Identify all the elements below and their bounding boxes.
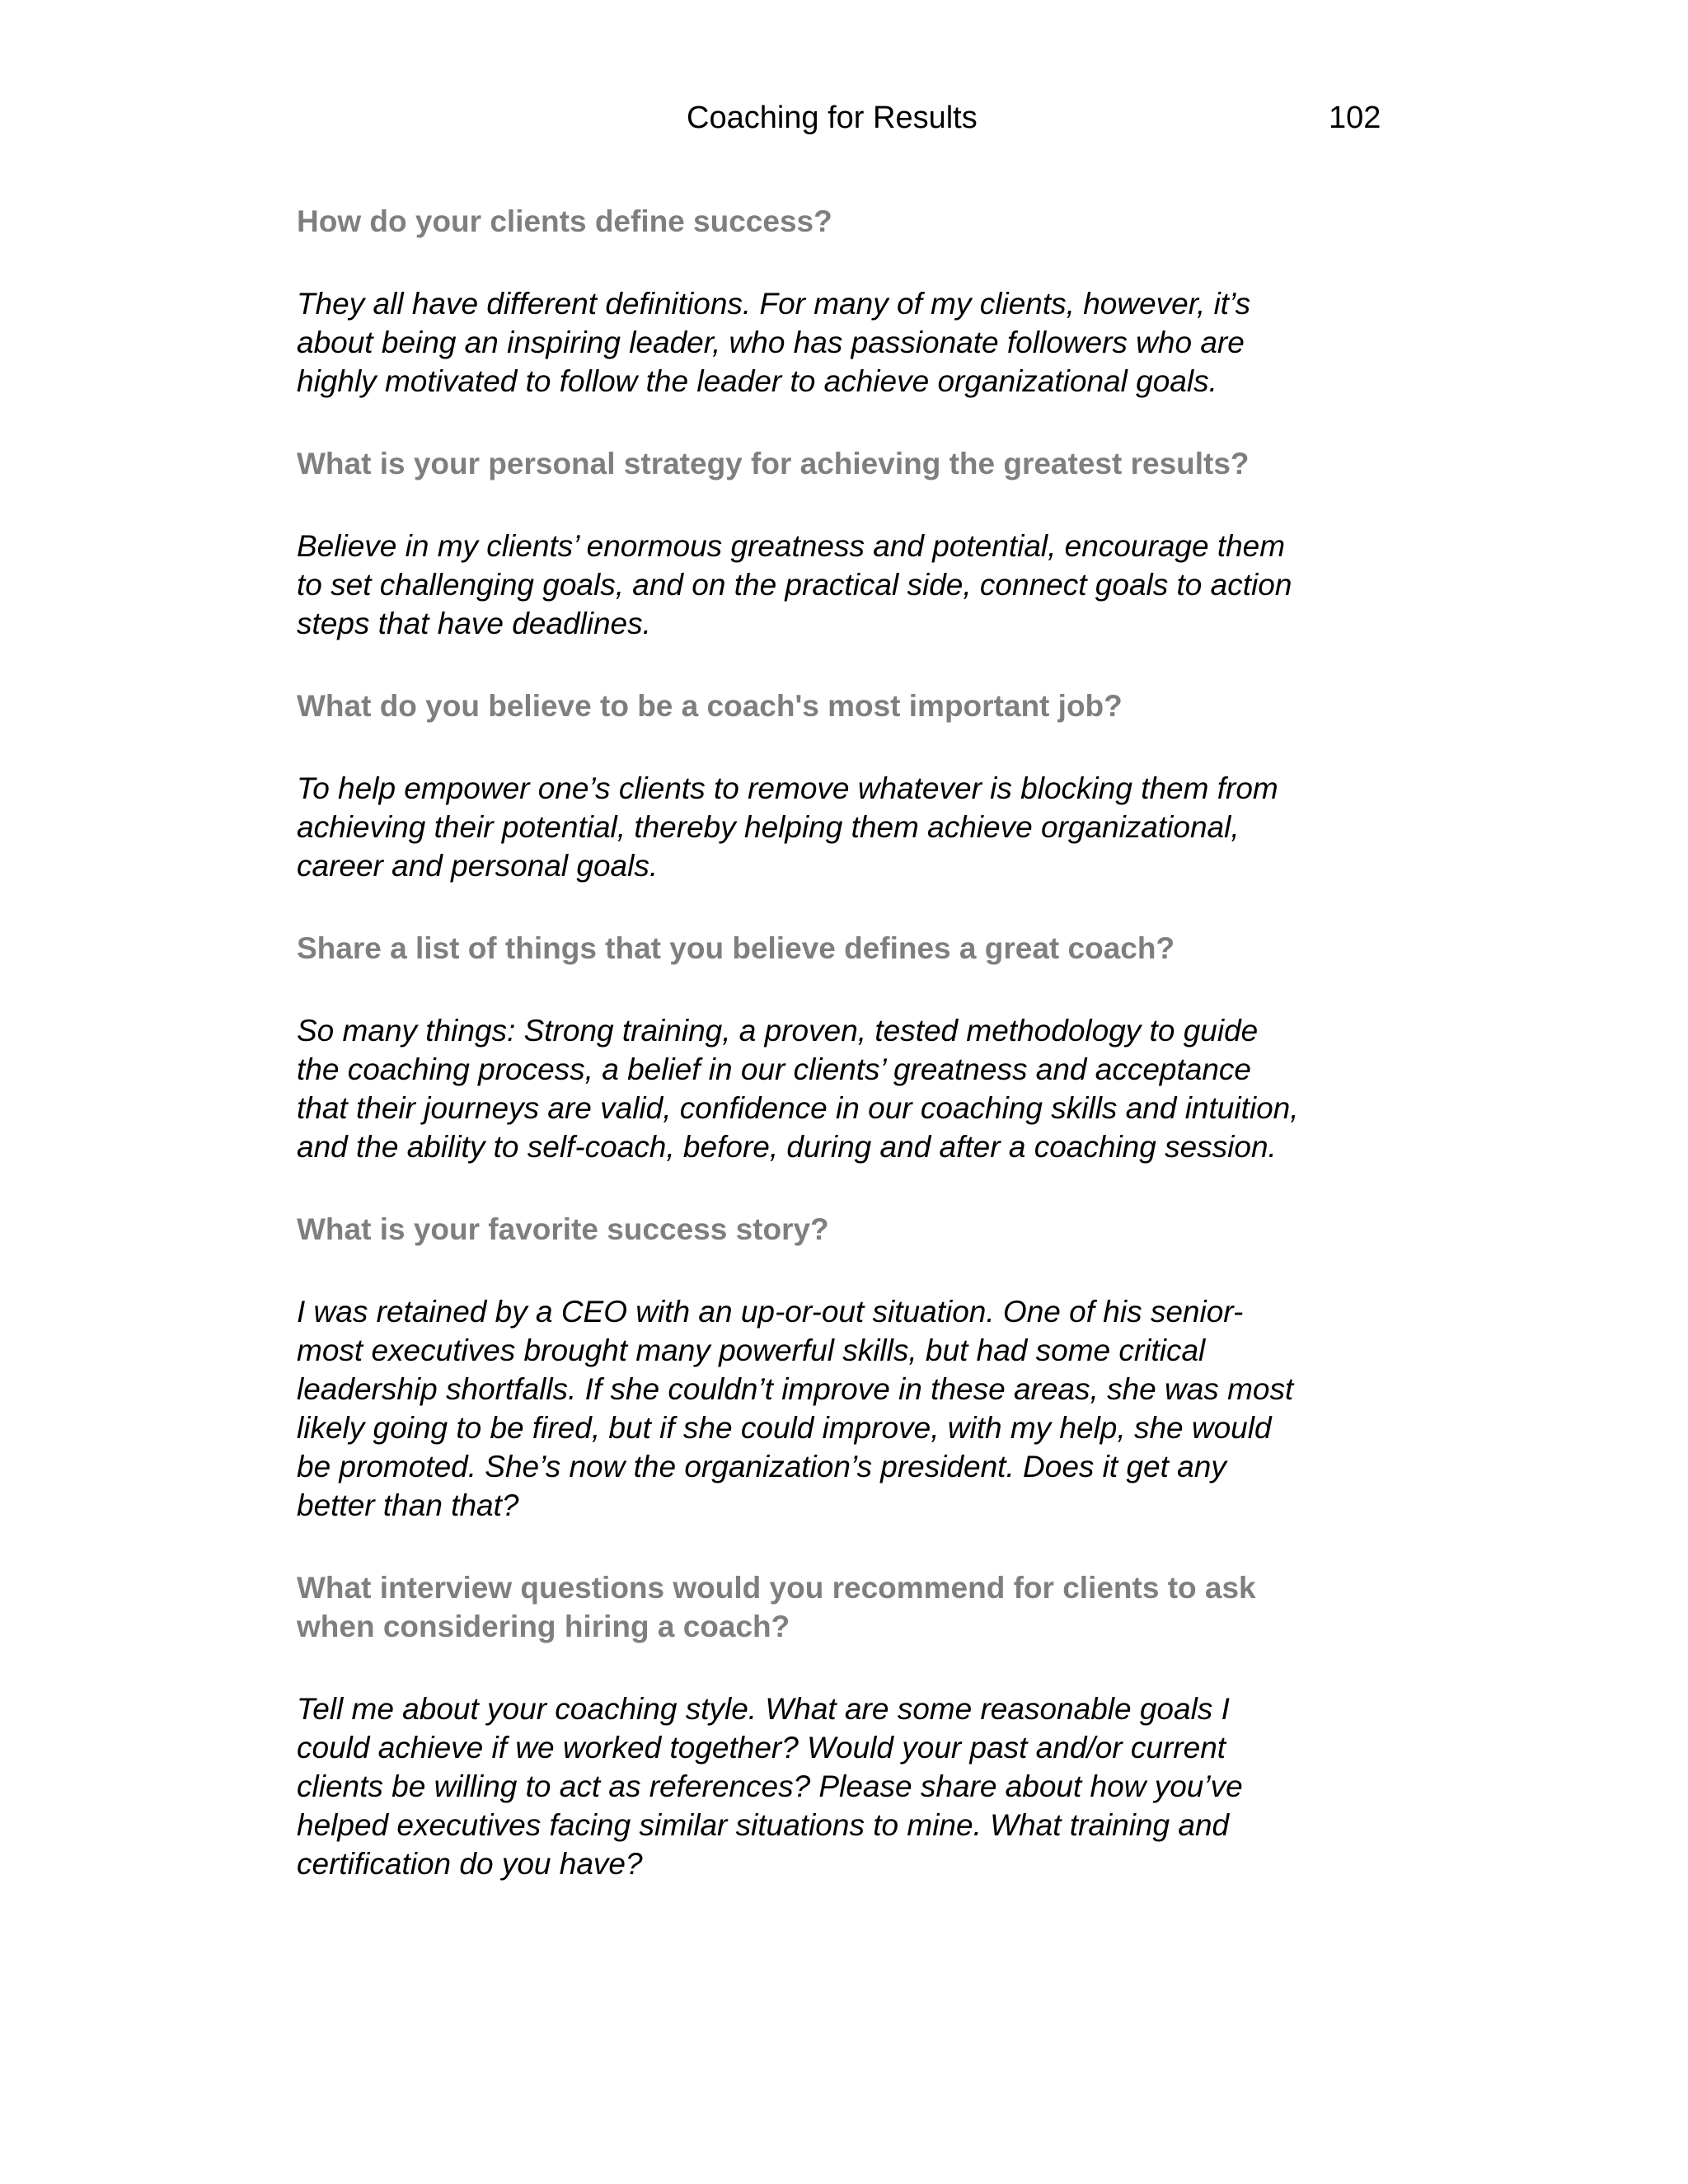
interview-content [297,202,1393,1883]
answer-line: that their journeys are valid, confidence in our coaching skills and intuition, [297,1091,1299,1125]
answer-paragraph [297,527,1393,643]
answer-paragraph [297,769,1393,885]
qa-block [297,1568,1393,1883]
answer-line: achieving their potential, thereby helping them achieve organizational, [297,810,1240,844]
question-line: What do you believe to be a coach's most important job? [297,689,1123,723]
answer-line: So many things: Strong training, a proven, tested methodology to guide [297,1014,1259,1047]
answer-paragraph [297,284,1393,401]
qa-block [297,687,1393,885]
running-header-title: Coaching for Results [687,101,978,135]
question-line: when considering hiring a coach? [297,1610,790,1643]
answer-line: They all have different definitions. For many of my clients, however, it’s [297,287,1251,321]
page-number: 102 [1329,101,1381,135]
qa-block [297,929,1393,1166]
answer-paragraph [297,1292,1393,1525]
answer-paragraph [297,1011,1393,1166]
answer-line: certification do you have? [297,1847,643,1881]
question-heading [297,1210,1393,1249]
answer-line: and the ability to self-coach, before, during and after a coaching session. [297,1130,1277,1164]
answer-line: Tell me about your coaching style. What are some reasonable goals I [297,1692,1230,1726]
answer-line: steps that have deadlines. [297,607,651,640]
qa-block [297,1210,1393,1525]
answer-line: likely going to be fired, but if she could improve, with my help, she would [297,1411,1272,1445]
answer-line: most executives brought many powerful skills, but had some critical [297,1333,1206,1367]
answer-line: the coaching process, a belief in our clients’ greatness and acceptance [297,1052,1252,1086]
question-line: What is your favorite success story? [297,1212,829,1246]
answer-line: could achieve if we worked together? Would your past and/or current [297,1731,1226,1765]
question-heading [297,687,1393,725]
question-line: What interview questions would you recommend for clients to ask [297,1571,1256,1605]
question-heading [297,202,1393,241]
question-line: How do your clients define success? [297,204,832,238]
answer-line: be promoted. She’s now the organization’s president. Does it get any [297,1450,1226,1483]
answer-line: to set challenging goals, and on the practical side, connect goals to action [297,568,1292,602]
answer-paragraph [297,1690,1393,1883]
answer-line: To help empower one’s clients to remove whatever is blocking them from [297,771,1278,805]
answer-line: clients be willing to act as references? Please share about how you’ve [297,1769,1243,1803]
answer-line: about being an inspiring leader, who has passionate followers who are [297,326,1245,359]
question-heading [297,1568,1393,1646]
question-line: Share a list of things that you believe defines a great coach? [297,931,1175,965]
question-heading [297,444,1393,483]
qa-block [297,202,1393,401]
answer-line: career and personal goals. [297,849,659,883]
qa-block [297,444,1393,643]
answer-line: better than that? [297,1488,519,1522]
question-line: What is your personal strategy for achieving the greatest results? [297,447,1250,480]
question-heading [297,929,1393,968]
answer-line: leadership shortfalls. If she couldn’t improve in these areas, she was most [297,1372,1294,1406]
answer-line: Believe in my clients’ enormous greatness and potential, encourage them [297,529,1286,563]
answer-line: I was retained by a CEO with an up-or-out situation. One of his senior- [297,1295,1244,1329]
answer-line: helped executives facing similar situations to mine. What training and [297,1808,1230,1842]
answer-line: highly motivated to follow the leader to achieve organizational goals. [297,364,1217,398]
